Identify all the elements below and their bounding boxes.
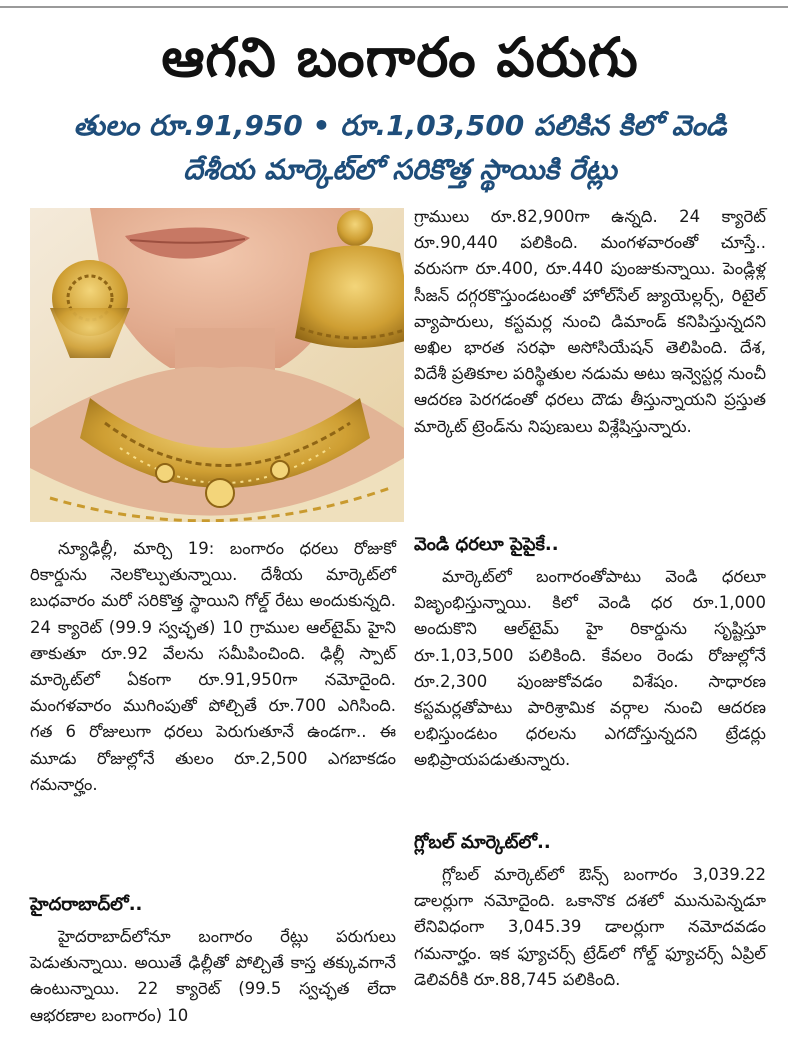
hyderabad-paragraph: హైదరాబాద్‌లోనూ బంగారం రేట్లు పరుగులు పెడుతున్నాయి. అయితే ఢిల్లీతో పోల్చితే కాస్త తక్కువగానే ఉంటున్నాయి. 22 క్యారెట్ (99.5 స్వచ్ఛత లేదా ఆభరణాల బంగారం) 10 (30, 927, 396, 1025)
hyderabad-column (30, 924, 396, 1029)
global-heading: గ్లోబల్ మార్కెట్‌లో.. (414, 832, 551, 853)
right-top-paragraph: గ్రాములు రూ.82,900గా ఉన్నది. 24 క్యారెట్ రూ.90,440 పలికింది. మంగళవారంతో చూస్తే.. వరుసగా రూ.400, రూ.440 పుంజుకున్నాయి. పెండ్లిళ్ల సీజన్ దగ్గరకొస్తుండటంతో హోల్‌సేల్ జ్యుయెల్లర్స్, రిటైల్ వ్యాపారులు, కస్టమర్ల నుంచి డిమాండ్ కనిపిస్తున్నదని అఖిల భారత సరఫా అసోసియేషన్ తెలిపింది. దేశ, విదేశీ ప్రతికూల పరిస్థితుల నడుమ అటు ఇన్వెస్టర్ల నుంచీ ఆదరణ పెరగడంతో ధరలు దౌడు తీస్తున్నాయని ప్రస్తుత మార్కెట్ ట్రెండ్‌ను నిపుణులు విశ్లేషిస్తున్నారు. (414, 207, 766, 436)
silver-column (414, 564, 766, 774)
intro-paragraph: న్యూఢిల్లీ, మార్చి 19: బంగారం ధరలు రోజుకో రికార్డును నెలకొల్పుతున్నాయి. దేశీయ మార్కెట్‌లో బుధవారం మరో సరికొత్త స్థాయిని గోల్డ్ రేటు అందుకున్నది. 24 క్యారెట్ (99.9 స్వచ్ఛత) 10 గ్రాముల ఆల్‌టైమ్ హైని తాకుతూ రూ.92 వేలను సమీపించింది. ఢిల్లీ స్పాట్ మార్కెట్‌లో ఏకంగా రూ.91,950గా నమోదైంది. మంగళవారం ముగింపుతో పోల్చితే రూ.700 ఎగిసింది. గత 6 రోజులుగా ధరలు పెరుగుతూనే ఉండగా.. ఈ మూడు రోజుల్లోనే తులం రూ.2,500 ఎగబాకడం గమనార్హం. (30, 539, 396, 794)
top-rule (0, 6, 788, 8)
global-column (414, 862, 766, 993)
headline: ఆగని బంగారం పరుగు (161, 26, 639, 89)
right-top-column (414, 204, 766, 440)
jewellery-photo (30, 208, 404, 522)
hyderabad-heading: హైదరాబాద్‌లో.. (30, 894, 143, 915)
subheadline-record: దేశీయ మార్కెట్‌లో సరికొత్త స్థాయికి రేట్లు (183, 153, 617, 186)
intro-column (30, 536, 396, 798)
global-paragraph: గ్లోబల్ మార్కెట్‌లో ఔన్స్ బంగారం 3,039.22 డాలర్లుగా నమోదైంది. ఒకానొక దశలో మునుపెన్నడూ లేనివిధంగా 3,045.39 డాలర్లుగా నమోదవడం గమనార్హం. ఇక ఫ్యూచర్స్ ట్రేడ్‌లో గోల్డ్ ఫ్యూచర్స్ ఏప్రిల్ డెలివరీకి రూ.88,745 పలికింది. (414, 865, 766, 989)
silver-paragraph: మార్కెట్‌లో బంగారంతోపాటు వెండి ధరలూ విజృంభిస్తున్నాయి. కిలో వెండి ధర రూ.1,000 అందుకొని ఆల్‌టైమ్ హై రికార్డును సృష్టిస్తూ రూ.1,03,500 పలికింది. కేవలం రెండు రోజుల్లోనే రూ.2,300 పుంజుకోవడం విశేషం. సాధారణ కస్టమర్లతోపాటు పారిశ్రామిక వర్గాల నుంచి ఆదరణ లభిస్తుండటం ధరలను ఎగదోస్తున్నదని ట్రేడర్లు అభిప్రాయపడుతున్నారు. (414, 567, 766, 770)
subheadline-prices: తులం రూ.91,950 • రూ.1,03,500 పలికిన కిలో వెండి (73, 109, 727, 142)
silver-heading: వెండి ధరలూ పైపైకే.. (414, 534, 559, 555)
